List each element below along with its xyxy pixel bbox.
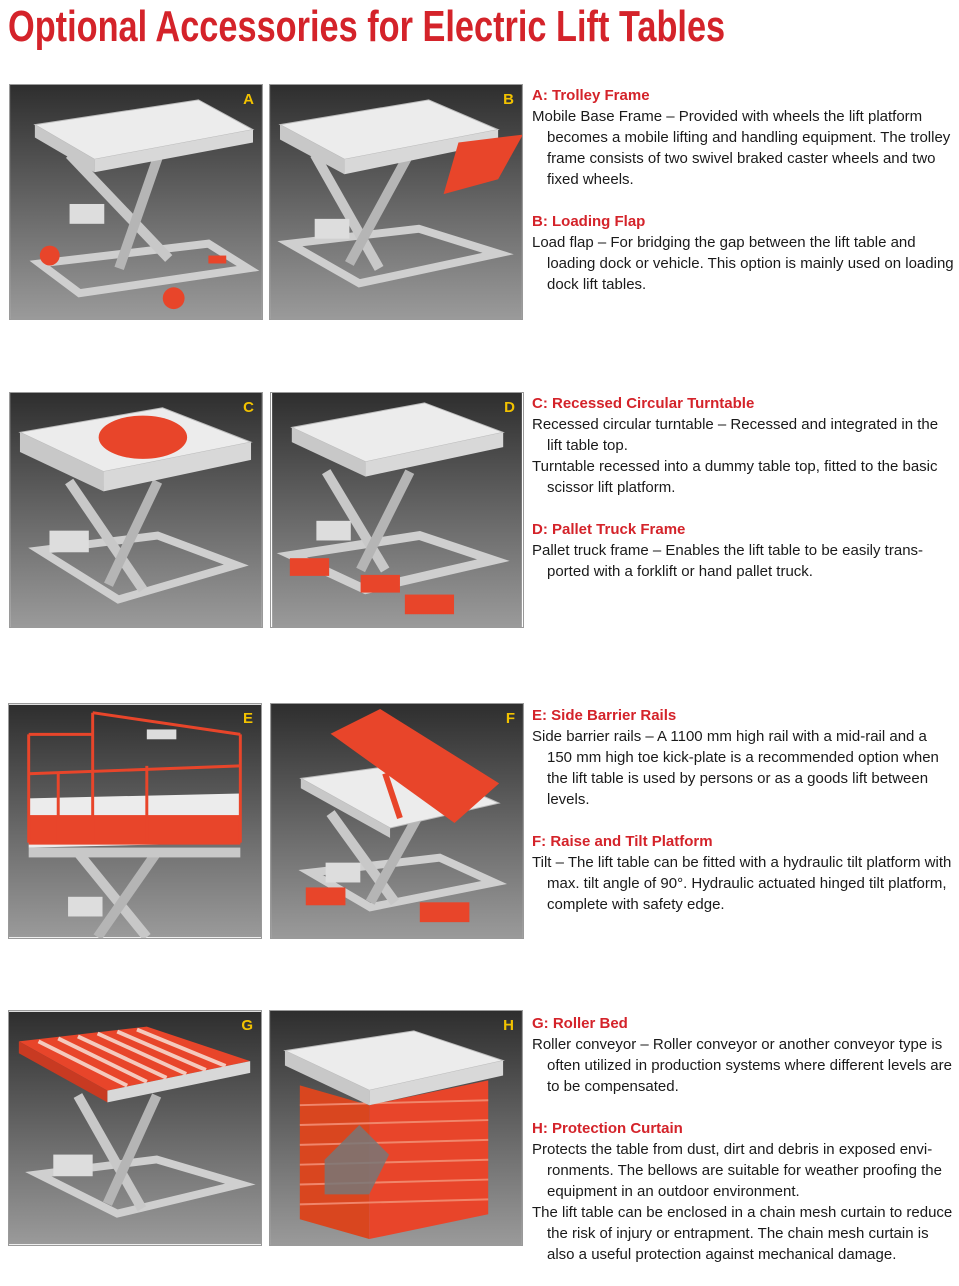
heading-pallet-truck-frame: D: Pallet Truck Frame (532, 521, 686, 538)
heading-side-barrier-rails: E: Side Barrier Rails (532, 707, 677, 724)
desc-recessed-turntable-1: Recessed circular turntable – Recessed and integrated in the lift table top. (532, 416, 939, 454)
heading-trolley-frame: A: Trolley Frame (532, 87, 650, 104)
section-row-4 (532, 1013, 954, 1265)
panel-letter: D (504, 399, 515, 416)
image-pallet-truck-frame (270, 392, 524, 628)
panel-letter: H (503, 1017, 514, 1034)
desc-protection-curtain-2: The lift table can be enclosed in a chain mesh curtain to reduce the risk of injury or entrapment. The chain mesh curtain is also a useful protection against mechanical damage. (532, 1204, 953, 1263)
panel-letter: C (243, 399, 254, 416)
image-protection-curtain (269, 1010, 523, 1246)
roller-bed-illustration (9, 1011, 261, 1245)
heading-roller-bed: G: Roller Bed (532, 1015, 628, 1032)
desc-trolley-frame: Mobile Base Frame – Provided with wheels the lift platform becomes a mobile lifting and handling equipment. The trolley frame consists of two swivel braked caster wheels and two fixed wheels. (532, 108, 951, 188)
panel-letter: F (505, 710, 515, 727)
panel-letter: E (242, 710, 253, 727)
loading-flap-illustration (270, 85, 522, 319)
barrier-rails-illustration (9, 704, 261, 938)
desc-pallet-truck-frame: Pallet truck frame – Enables the lift table to be easily trans-ported with a forklift or hand pallet truck. (532, 542, 924, 580)
heading-protection-curtain: H: Protection Curtain (532, 1120, 683, 1137)
desc-protection-curtain-1: Protects the table from dust, dirt and debris in exposed envi-ronments. The bellows are suitable for weather proofing the equipment in an outdoor environment. (532, 1141, 942, 1200)
protection-curtain-illustration (270, 1011, 522, 1245)
desc-recessed-turntable-2: Turntable recessed into a dummy table top, fitted to the basic scissor lift platform. (532, 458, 938, 496)
desc-side-barrier-rails: Side barrier rails – A 1100 mm high rail with a mid-rail and a 150 mm high toe kick-plate is a recommended option when the lift table is used by persons or as a goods lift between levels. (532, 728, 939, 808)
panel-letter: B (503, 91, 514, 108)
image-roller-bed (8, 1010, 262, 1246)
turntable-illustration (10, 393, 262, 627)
image-recessed-turntable (9, 392, 263, 628)
image-loading-flap (269, 84, 523, 320)
trolley-frame-illustration (10, 85, 262, 319)
heading-raise-tilt-platform: F: Raise and Tilt Platform (532, 833, 713, 850)
tilt-platform-illustration (271, 704, 523, 938)
desc-raise-tilt-platform: Tilt – The lift table can be fitted with a hydraulic tilt platform with max. tilt angle of 90°. Hydraulic actuated hinged tilt platform, complete with safety edge. (532, 854, 952, 913)
image-side-barrier-rails (8, 703, 262, 939)
section-row-1 (532, 85, 954, 295)
desc-roller-bed: Roller conveyor – Roller conveyor or another conveyor type is often utilized in production systems where different levels are to be compensated. (532, 1036, 952, 1095)
section-row-3 (532, 705, 954, 915)
section-row-2 (532, 393, 954, 582)
image-trolley-frame (9, 84, 263, 320)
pallet-frame-illustration (271, 393, 523, 627)
image-raise-tilt-platform (270, 703, 524, 939)
panel-letter: G (241, 1017, 253, 1034)
panel-letter: A (243, 91, 254, 108)
heading-loading-flap: B: Loading Flap (532, 213, 646, 230)
heading-recessed-turntable: C: Recessed Circular Turntable (532, 395, 755, 412)
desc-loading-flap: Load flap – For bridging the gap between the lift table and loading dock or vehicle. This option is mainly used on loading dock lift tables. (532, 234, 954, 293)
page-title: Optional Accessories for Electric Lift Tables (8, 2, 726, 51)
